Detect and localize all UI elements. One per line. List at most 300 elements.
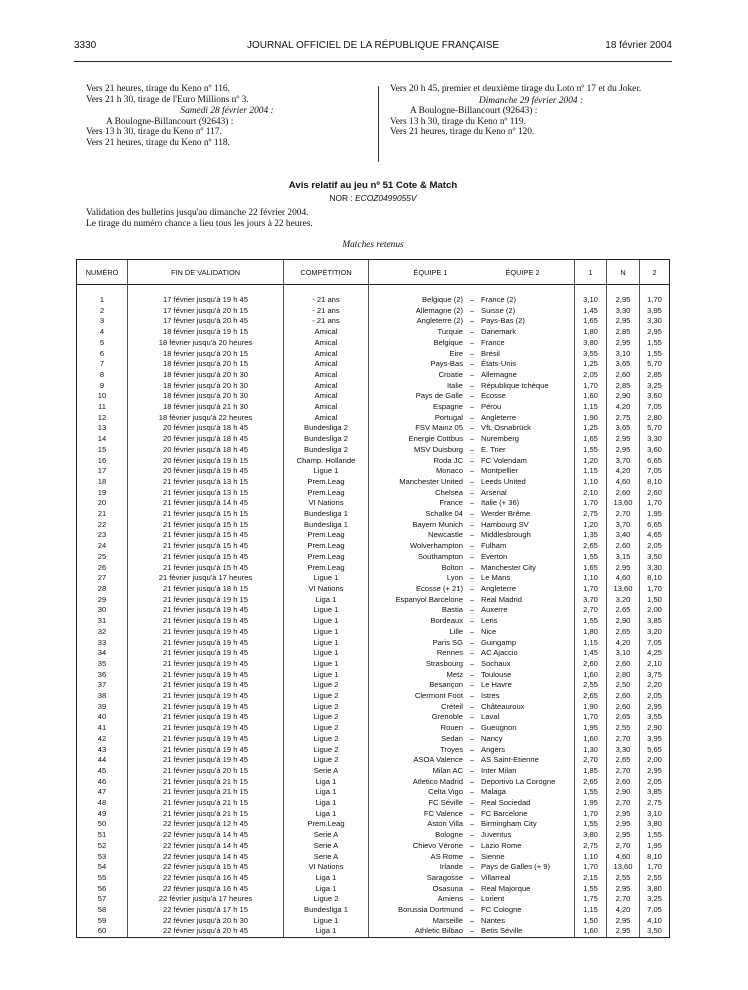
table-row: [77, 830, 670, 841]
odds-1: 1,50: [575, 916, 607, 927]
validation-end: 21 février jusqu'à 20 h 15: [128, 766, 284, 777]
team-2: Inter Milan: [481, 765, 517, 775]
odds-n: 2,65: [607, 627, 640, 638]
odds-n: 3,65: [607, 359, 640, 370]
odds-n: 4,20: [607, 638, 640, 649]
team-dash: –: [469, 359, 475, 369]
table-row: [77, 391, 670, 402]
teams-cell: [369, 402, 575, 413]
odds-1: 1,95: [575, 723, 607, 734]
validation-line-1: Validation des bulletins jusqu'au dimanche 22 février 2004.: [86, 208, 309, 218]
table-row: [77, 563, 670, 574]
team-dash: –: [469, 648, 475, 658]
table-row: [77, 530, 670, 541]
odds-2: 3,85: [640, 616, 670, 627]
team-1: Bologne: [435, 830, 463, 840]
match-number: 4: [77, 327, 128, 338]
team-dash: –: [469, 723, 475, 733]
match-number: 32: [77, 627, 128, 638]
teams-cell: [369, 830, 575, 841]
table-row: [77, 852, 670, 863]
odds-n: 2,50: [607, 680, 640, 691]
team-1: AS Rome: [430, 851, 463, 861]
odds-1: 1,70: [575, 809, 607, 820]
team-dash: –: [469, 744, 475, 754]
odds-2: 2,00: [640, 605, 670, 616]
match-number: 30: [77, 605, 128, 616]
match-number: 40: [77, 712, 128, 723]
team-2: Everton: [481, 551, 508, 561]
odds-2: 4,65: [640, 530, 670, 541]
teams-cell: [369, 520, 575, 531]
competition: Liga 1: [284, 926, 369, 937]
competition: Amical: [284, 327, 369, 338]
team-1: Italie: [446, 380, 463, 390]
team-1: Newcastle: [427, 530, 463, 540]
header-odds-1: 1: [575, 260, 607, 285]
left-line-2: Vers 21 h 30, tirage de l'Euro Millions nº 3.: [86, 94, 249, 105]
validation-end: 21 février jusqu'à 19 h 45: [128, 659, 284, 670]
odds-2: 3,25: [640, 381, 670, 392]
odds-1: 2,65: [575, 541, 607, 552]
team-dash: –: [469, 851, 475, 861]
table-row: [77, 884, 670, 895]
odds-2: 6,65: [640, 456, 670, 467]
team-2: Nantes: [481, 915, 506, 925]
validation-end: 21 février jusqu'à 18 h 15: [128, 584, 284, 595]
team-1: Atletico Madrid: [412, 776, 463, 786]
page-header: [74, 40, 672, 54]
header-odds-2: 2: [640, 260, 670, 285]
team-1: Milan AC: [432, 765, 463, 775]
teams-cell: [369, 798, 575, 809]
odds-2: 4,10: [640, 916, 670, 927]
odds-2: 2,95: [640, 766, 670, 777]
team-1: Osasuna: [432, 883, 463, 893]
table-row: [77, 349, 670, 360]
odds-1: 1,10: [575, 573, 607, 584]
validation-end: 21 février jusqu'à 19 h 45: [128, 627, 284, 638]
column-separator: [378, 86, 379, 162]
team-2: Istres: [481, 691, 500, 701]
match-number: 16: [77, 456, 128, 467]
match-number: 1: [77, 285, 128, 306]
header-competition: COMPÉTITION: [284, 260, 369, 285]
odds-2: 7,05: [640, 905, 670, 916]
team-2: Allemagne: [481, 369, 517, 379]
left-line-3: Vers 13 h 30, tirage du Keno nº 117.: [86, 127, 222, 138]
validation-end: 21 février jusqu'à 15 h 45: [128, 541, 284, 552]
team-dash: –: [469, 412, 475, 422]
odds-1: 1,15: [575, 905, 607, 916]
odds-n: 2,95: [607, 316, 640, 327]
competition: Champ. Hollande: [284, 456, 369, 467]
teams-cell: [369, 873, 575, 884]
team-2: Italie (+ 36): [481, 498, 520, 508]
odds-1: 1,70: [575, 381, 607, 392]
competition: Serie A: [284, 852, 369, 863]
team-2: Villarreal: [481, 872, 511, 882]
competition: Liga 1: [284, 798, 369, 809]
teams-cell: [369, 349, 575, 360]
odds-1: 3,55: [575, 349, 607, 360]
teams-cell: [369, 584, 575, 595]
odds-2: 3,60: [640, 445, 670, 456]
validation-end: 22 février jusqu'à 12 h 45: [128, 819, 284, 830]
team-2: Manchester City: [481, 562, 536, 572]
team-1: FC Valence: [423, 808, 463, 818]
validation-end: 22 février jusqu'à 15 h 45: [128, 862, 284, 873]
team-1: Manchester United: [399, 476, 463, 486]
odds-n: 2,60: [607, 691, 640, 702]
table-row: [77, 306, 670, 317]
competition: Ligue 1: [284, 616, 369, 627]
odds-1: 2,60: [575, 659, 607, 670]
match-number: 20: [77, 498, 128, 509]
teams-cell: [369, 819, 575, 830]
left-line-4: Vers 21 heures, tirage du Keno nº 118.: [86, 137, 230, 148]
right-line-1: Vers 20 h 45, premier et deuxième tirage du Loto nº 17 et du Joker.: [390, 84, 642, 94]
odds-n: 2,95: [607, 434, 640, 445]
team-1: Portugal: [434, 412, 463, 422]
team-2: Betis Séville: [481, 926, 523, 936]
table-row: [77, 605, 670, 616]
header-equipe-1: ÉQUIPE 1: [413, 267, 448, 277]
table-row: [77, 680, 670, 691]
table-row: [77, 584, 670, 595]
validation-end: 18 février jusqu'à 20 heures: [128, 338, 284, 349]
team-2: Toulouse: [481, 669, 512, 679]
team-1: Schalke 04: [425, 509, 463, 519]
team-2: Guingamp: [481, 637, 517, 647]
team-1: Bayern Munich: [412, 519, 463, 529]
table-row: [77, 670, 670, 681]
team-1: Chievo Vérone: [412, 840, 463, 850]
validation-line-2: Le tirage du numéro chance a lieu tous les jours à 22 heures.: [86, 218, 313, 229]
validation-end: 21 février jusqu'à 19 h 45: [128, 702, 284, 713]
table-row: [77, 648, 670, 659]
match-number: 38: [77, 691, 128, 702]
team-1: Bastia: [441, 605, 463, 615]
team-1: Rouen: [440, 723, 463, 733]
team-dash: –: [469, 905, 475, 915]
table-row: [77, 819, 670, 830]
odds-1: 3,10: [575, 285, 607, 306]
team-1: Belgique: [433, 337, 463, 347]
team-2: Malaga: [481, 787, 506, 797]
team-2: Brésil: [481, 348, 500, 358]
team-2: République tchèque: [481, 380, 549, 390]
table-row: [77, 873, 670, 884]
competition: Serie A: [284, 830, 369, 841]
right-line-2: Vers 13 h 30, tirage du Keno nº 119.: [390, 116, 526, 127]
table-row: [77, 905, 670, 916]
team-dash: –: [469, 712, 475, 722]
odds-n: 13,60: [607, 584, 640, 595]
validation-end: 21 février jusqu'à 19 h 45: [128, 745, 284, 756]
team-dash: –: [469, 455, 475, 465]
match-number: 51: [77, 830, 128, 841]
team-dash: –: [469, 498, 475, 508]
teams-cell: [369, 498, 575, 509]
team-1: FSV Mainz 05: [415, 423, 463, 433]
odds-2: 8,10: [640, 573, 670, 584]
odds-n: 3,20: [607, 595, 640, 606]
team-dash: –: [469, 509, 475, 519]
competition: Bundesliga 1: [284, 509, 369, 520]
competition: Bundesliga 2: [284, 445, 369, 456]
odds-n: 2,85: [607, 327, 640, 338]
odds-2: 3,60: [640, 391, 670, 402]
odds-1: 1,10: [575, 477, 607, 488]
team-dash: –: [469, 605, 475, 615]
odds-1: 1,15: [575, 466, 607, 477]
competition: Ligue 2: [284, 691, 369, 702]
match-number: 10: [77, 391, 128, 402]
odds-n: 2,60: [607, 541, 640, 552]
competition: Bundesliga 2: [284, 423, 369, 434]
team-dash: –: [469, 562, 475, 572]
table-row: [77, 638, 670, 649]
team-1: Irlande: [439, 862, 463, 872]
odds-n: 2,70: [607, 509, 640, 520]
competition: Liga 1: [284, 595, 369, 606]
competition: Amical: [284, 359, 369, 370]
team-dash: –: [469, 819, 475, 829]
odds-n: 4,60: [607, 852, 640, 863]
team-2: Lorient: [481, 894, 505, 904]
header-fin-validation: FIN DE VALIDATION: [128, 260, 284, 285]
header-numero: NUMÉRO: [77, 260, 128, 285]
teams-cell: [369, 659, 575, 670]
team-2: AS Saint-Etienne: [481, 755, 539, 765]
odds-n: 3,15: [607, 552, 640, 563]
odds-2: 5,70: [640, 359, 670, 370]
odds-1: 1,45: [575, 306, 607, 317]
odds-2: 7,05: [640, 402, 670, 413]
match-number: 52: [77, 841, 128, 852]
team-dash: –: [469, 391, 475, 401]
team-dash: –: [469, 487, 475, 497]
odds-n: 2,95: [607, 830, 640, 841]
team-1: Bordeaux: [430, 616, 463, 626]
team-1: Espagne: [433, 402, 463, 412]
odds-2: 5,70: [640, 423, 670, 434]
team-1: Marseille: [432, 915, 463, 925]
teams-cell: [369, 541, 575, 552]
match-number: 7: [77, 359, 128, 370]
team-1: Pays de Galle: [415, 391, 463, 401]
team-2: France: [481, 337, 505, 347]
validation-end: 17 février jusqu'à 20 h 15: [128, 306, 284, 317]
odds-n: 2,95: [607, 285, 640, 306]
table-row: [77, 755, 670, 766]
odds-2: 1,55: [640, 349, 670, 360]
teams-cell: [369, 306, 575, 317]
teams-cell: [369, 627, 575, 638]
odds-1: 1,20: [575, 456, 607, 467]
odds-n: 2,85: [607, 381, 640, 392]
odds-n: 4,60: [607, 573, 640, 584]
odds-2: 4,25: [640, 648, 670, 659]
competition: Amical: [284, 338, 369, 349]
match-number: 19: [77, 488, 128, 499]
team-2: Middlesbrough: [481, 530, 531, 540]
teams-cell: [369, 616, 575, 627]
competition: Ligue 2: [284, 680, 369, 691]
odds-1: 1,25: [575, 423, 607, 434]
journal-title: JOURNAL OFFICIEL DE LA RÉPUBLIQUE FRANÇAISE: [246, 40, 500, 51]
competition: Prem.Leag: [284, 530, 369, 541]
team-dash: –: [469, 776, 475, 786]
match-number: 12: [77, 413, 128, 424]
validation-end: 18 février jusqu'à 21 h 30: [128, 402, 284, 413]
odds-2: 3,20: [640, 627, 670, 638]
team-dash: –: [469, 305, 475, 315]
odds-2: 8,10: [640, 477, 670, 488]
odds-1: 2,15: [575, 873, 607, 884]
teams-cell: [369, 916, 575, 927]
odds-2: 2,85: [640, 370, 670, 381]
team-2: Ecosse: [481, 391, 506, 401]
odds-2: 1,95: [640, 509, 670, 520]
odds-1: 1,60: [575, 926, 607, 937]
teams-cell: [369, 712, 575, 723]
competition: Ligue 1: [284, 670, 369, 681]
match-number: 46: [77, 777, 128, 788]
table-row: [77, 926, 670, 937]
match-number: 23: [77, 530, 128, 541]
table-row: [77, 477, 670, 488]
odds-2: 3,30: [640, 434, 670, 445]
odds-n: 2,55: [607, 723, 640, 734]
validation-end: 21 février jusqu'à 14 h 45: [128, 498, 284, 509]
odds-2: 2,05: [640, 691, 670, 702]
teams-cell: [369, 466, 575, 477]
odds-1: 1,55: [575, 884, 607, 895]
match-number: 43: [77, 745, 128, 756]
match-number: 50: [77, 819, 128, 830]
competition: Ligue 1: [284, 605, 369, 616]
odds-1: 2,75: [575, 509, 607, 520]
teams-cell: [369, 745, 575, 756]
team-2: AC Ajaccio: [481, 648, 518, 658]
match-number: 6: [77, 349, 128, 360]
team-1: Athletic Bilbao: [414, 926, 463, 936]
teams-cell: [369, 777, 575, 788]
table-row: [77, 541, 670, 552]
odds-n: 4,20: [607, 402, 640, 413]
validation-end: 21 février jusqu'à 13 h 15: [128, 477, 284, 488]
competition: - 21 ans: [284, 316, 369, 327]
team-dash: –: [469, 530, 475, 540]
odds-1: 1,55: [575, 787, 607, 798]
validation-end: 21 février jusqu'à 19 h 45: [128, 755, 284, 766]
odds-1: 1,55: [575, 552, 607, 563]
validation-end: 21 février jusqu'à 19 h 45: [128, 616, 284, 627]
odds-2: 3,80: [640, 884, 670, 895]
validation-text: [86, 208, 646, 229]
teams-cell: [369, 723, 575, 734]
odds-n: 2,95: [607, 338, 640, 349]
team-2: Nuremberg: [481, 434, 519, 444]
table-row: [77, 402, 670, 413]
teams-cell: [369, 862, 575, 873]
teams-cell: [369, 488, 575, 499]
nor-label: NOR :: [329, 193, 353, 203]
team-1: Troyes: [440, 744, 463, 754]
team-2: Le Havre: [481, 680, 512, 690]
team-1: France: [439, 498, 463, 508]
odds-2: 3,75: [640, 670, 670, 681]
team-2: États-Unis: [481, 359, 517, 369]
competition: VI Nations: [284, 584, 369, 595]
odds-1: 1,90: [575, 413, 607, 424]
odds-1: 2,55: [575, 680, 607, 691]
odds-2: 2,05: [640, 777, 670, 788]
team-dash: –: [469, 476, 475, 486]
match-number: 42: [77, 734, 128, 745]
teams-cell: [369, 456, 575, 467]
odds-2: 2,00: [640, 755, 670, 766]
competition: Prem.Leag: [284, 488, 369, 499]
odds-n: 2,90: [607, 787, 640, 798]
team-2: Real Majorque: [481, 883, 531, 893]
odds-1: 1,70: [575, 584, 607, 595]
odds-2: 1,55: [640, 830, 670, 841]
match-number: 24: [77, 541, 128, 552]
match-number: 47: [77, 787, 128, 798]
matches-table: [76, 259, 670, 938]
validation-end: 18 février jusqu'à 20 h 30: [128, 391, 284, 402]
team-dash: –: [469, 348, 475, 358]
validation-end: 22 février jusqu'à 14 h 45: [128, 830, 284, 841]
team-2: France (2): [481, 295, 517, 304]
competition: Prem.Leag: [284, 552, 369, 563]
match-number: 57: [77, 894, 128, 905]
team-2: Deportivo La Corogne: [481, 776, 556, 786]
team-2: Pays de Galles (+ 9): [481, 862, 551, 872]
odds-2: 2,05: [640, 541, 670, 552]
validation-end: 18 février jusqu'à 22 heures: [128, 413, 284, 424]
competition: Amical: [284, 381, 369, 392]
odds-1: 1,55: [575, 445, 607, 456]
odds-n: 2,95: [607, 926, 640, 937]
odds-2: 2,10: [640, 659, 670, 670]
odds-2: 3,95: [640, 734, 670, 745]
teams-cell: [369, 926, 575, 937]
team-1: Roda JC: [433, 455, 463, 465]
table-row: [77, 552, 670, 563]
odds-n: 3,70: [607, 456, 640, 467]
table-row: [77, 734, 670, 745]
teams-cell: [369, 445, 575, 456]
odds-n: 4,20: [607, 905, 640, 916]
teams-cell: [369, 809, 575, 820]
competition: Liga 1: [284, 777, 369, 788]
odds-2: 2,75: [640, 798, 670, 809]
team-1: Clermont Foot: [414, 691, 463, 701]
odds-n: 2,95: [607, 916, 640, 927]
odds-2: 1,95: [640, 841, 670, 852]
table-row: [77, 862, 670, 873]
odds-n: 2,65: [607, 755, 640, 766]
team-dash: –: [469, 872, 475, 882]
odds-n: 2,70: [607, 766, 640, 777]
teams-cell: [369, 905, 575, 916]
team-dash: –: [469, 626, 475, 636]
competition: Bundesliga 2: [284, 434, 369, 445]
